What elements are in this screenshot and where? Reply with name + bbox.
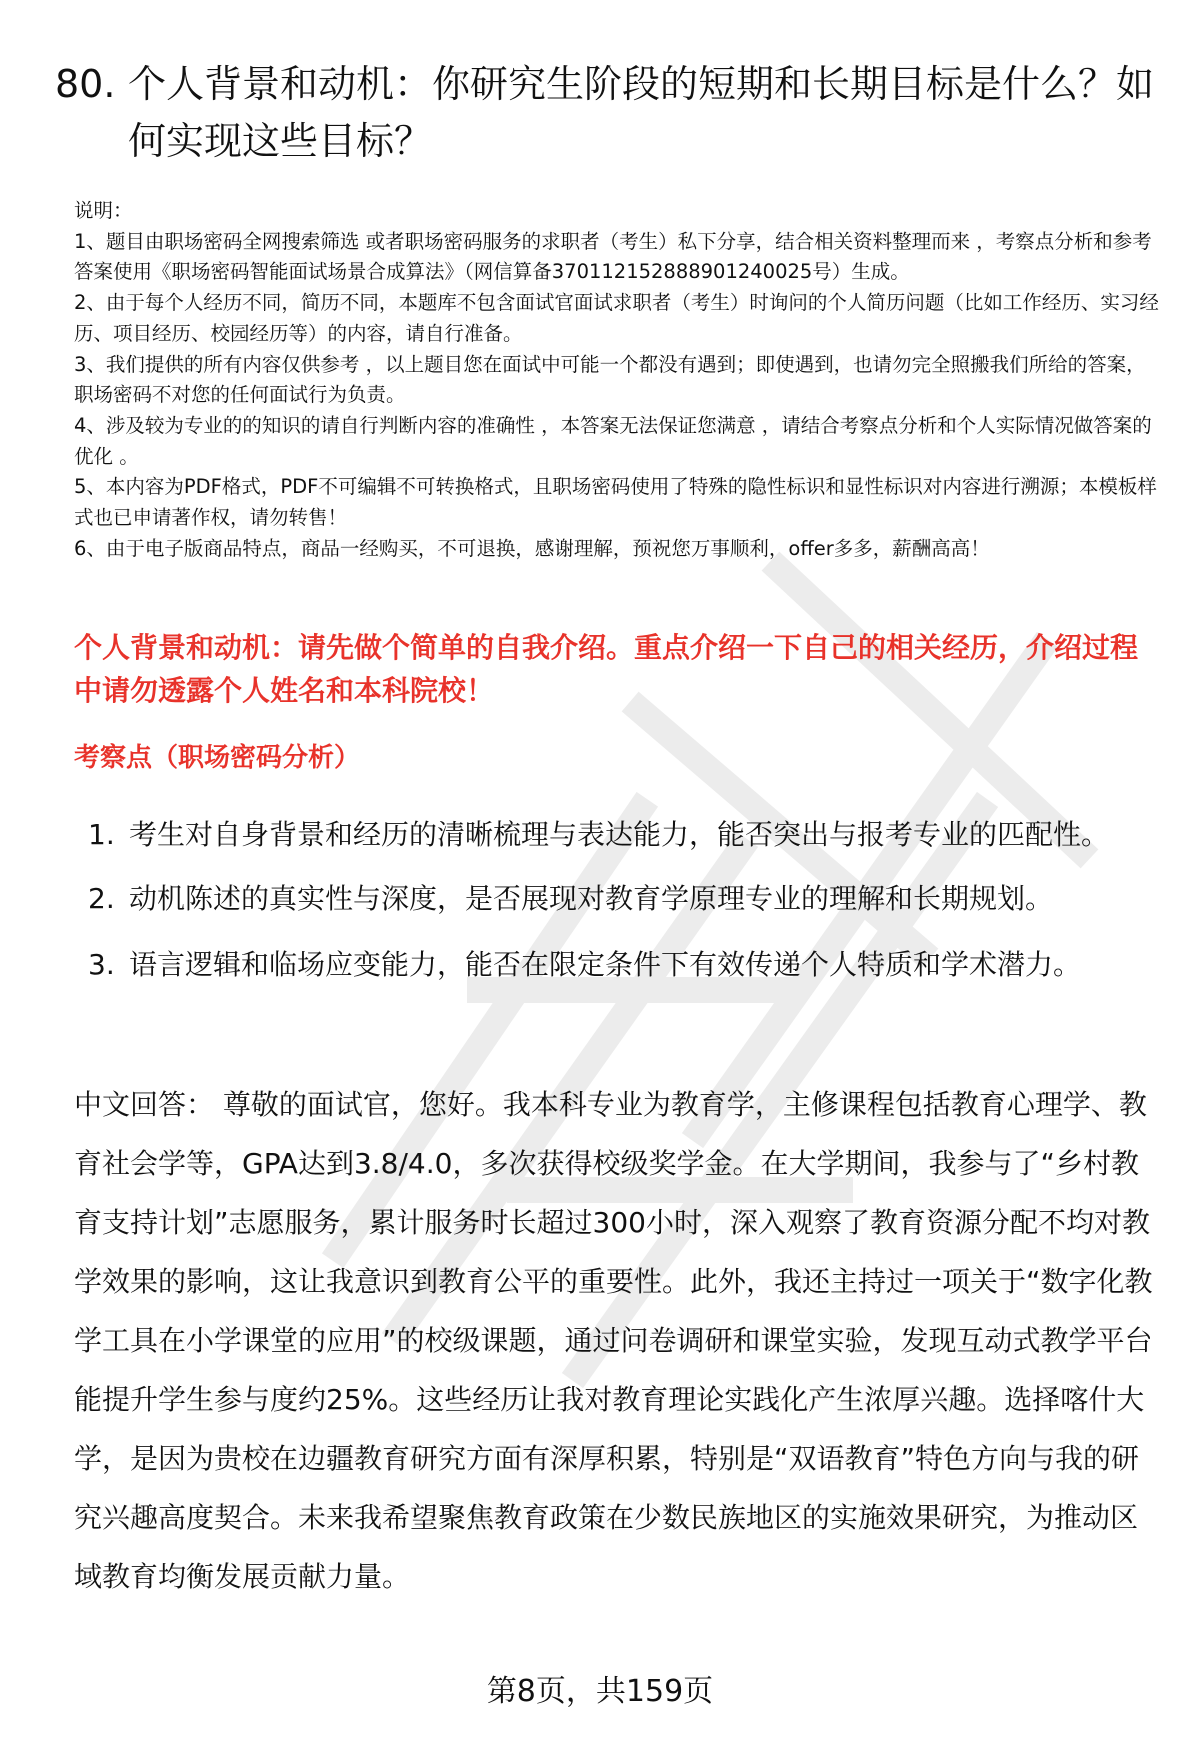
question-title: [55, 56, 1155, 170]
highlight-question: 个人背景和动机：请先做个简单的自我介绍。重点介绍一下自己的相关经历，介绍过程中请勿透露个人姓名和本科院校！: [74, 631, 1139, 707]
key-point-item: [74, 938, 1164, 992]
key-point-number: 3.: [88, 948, 115, 981]
note-item: 1、题目由职场密码全网搜索筛选 或者职场密码服务的求职者（考生）私下分享，结合相关资料整理而来 ，考察点分析和参考答案使用《职场密码智能面试场景合成算法》（网信算备370112152888901240025号）生成。: [74, 229, 1152, 284]
note-item: 2、由于每个人经历不同，简历不同，本题库不包含面试官面试求职者（考生）时询问的个人简历问题（比如工作经历、实习经历、项目经历、校园经历等）的内容，请自行准备。: [74, 291, 1159, 345]
key-point-number: 1.: [88, 818, 115, 851]
key-point-number: 2.: [88, 882, 115, 915]
note-item: 3、我们提供的所有内容仅供参考 ，以上题目您在面试中可能一个都没有遇到；即使遇到，也请勿完全照搬我们所给的答案，职场密码不对您的任何面试行为负责。: [74, 352, 1146, 407]
key-points-list: [74, 808, 1164, 1004]
notes-section: [74, 196, 1164, 564]
key-point-item: [74, 872, 1164, 926]
note-item: 4、涉及较为专业的的知识的请自行判断内容的准确性 ，本答案无法保证您满意 ，请结合考察点分析和个人实际情况做答案的优化 。: [74, 413, 1152, 468]
note-item: 5、本内容为PDF格式，PDF不可编辑不可转换格式，且职场密码使用了特殊的隐性标识和显性标识对内容进行溯源；本模板样式也已申请著作权，请勿转售！: [74, 475, 1157, 530]
answer-text: 中文回答： 尊敬的面试官，您好。我本科专业为教育学，主修课程包括教育心理学、教育社会学等，GPA达到3.8/4.0，多次获得校级奖学金。在大学期间，我参与了“乡村教育支持计划”志愿服务，累计服务时长超过300小时，深入观察了教育资源分配不均对教学效果的影响，这让我意识到教育公平的重要性。此外，我还主持过一项关于“数字化教学工具在小学课堂的应用”的校级课题，通过问卷调研和课堂实验，发现互动式教学平台能提升学生参与度约25%。这些经历让我对教育理论实践化产生浓厚兴趣。选择喀什大学，是因为贵校在边疆教育研究方面有深厚积累，特别是“双语教育”特色方向与我的研究兴趣高度契合。未来我希望聚焦教育政策在少数民族地区的实施效果研究，为推动区域教育均衡发展贡献力量。: [74, 1088, 1153, 1593]
key-point-text: 语言逻辑和临场应变能力，能否在限定条件下有效传递个人特质和学术潜力。: [129, 948, 1082, 981]
notes-heading: 说明：: [74, 199, 133, 222]
question-number: 80.: [55, 62, 116, 106]
key-point-item: [74, 808, 1164, 862]
key-point-text: 考生对自身背景和经历的清晰梳理与表达能力，能否突出与报考专业的匹配性。: [129, 818, 1110, 851]
page-footer: 第8页，共159页: [486, 1674, 714, 1709]
key-point-text: 动机陈述的真实性与深度，是否展现对教育学原理专业的理解和长期规划。: [129, 882, 1054, 915]
key-points-title: 考察点（职场密码分析）: [74, 743, 361, 773]
note-item: 6、由于电子版商品特点，商品一经购买，不可退换，感谢理解，预祝您万事顺利，offer多多，薪酬高高！: [74, 536, 990, 560]
question-text: 个人背景和动机：你研究生阶段的短期和长期目标是什么？如何实现这些目标？: [128, 62, 1155, 163]
